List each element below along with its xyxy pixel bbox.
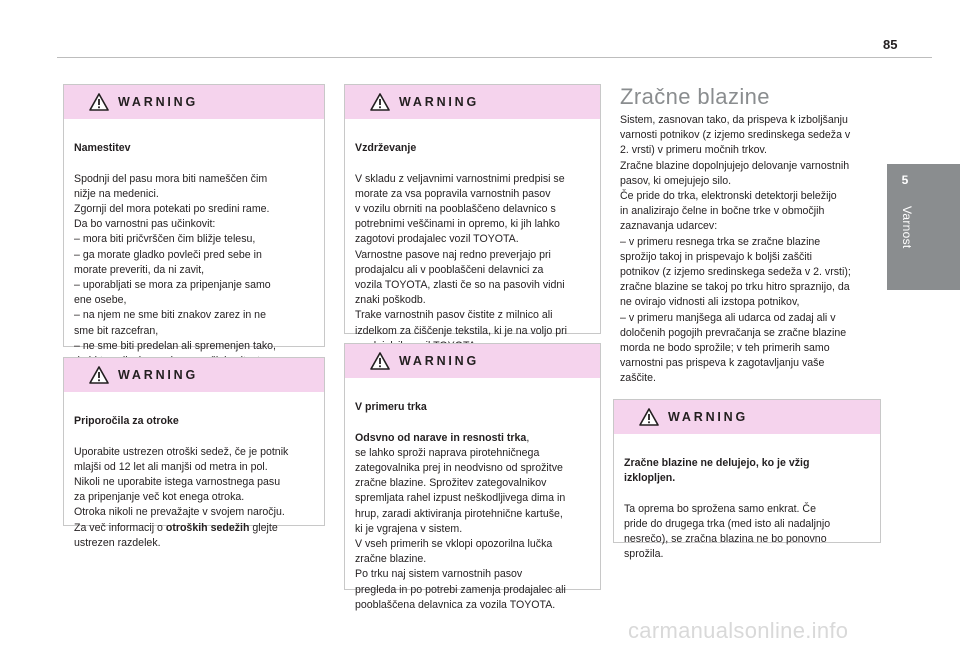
warning-header	[345, 344, 600, 378]
warning-header	[614, 400, 880, 434]
watermark: carmanualsonline.info	[628, 618, 849, 643]
warning-box-child-recommendations	[63, 357, 325, 549]
warning-text-part: , se lahko sproži naprava pirotehničnega zategovalnika prej in neodvisno od sprožitve zračne blazine. Sprožitev zategovalnikov spremljata rahel izpust neškodljivega dima in hrup, zaradi aktiviranja pirotehnične kartuše, ki je vgrajena v sistem. V vseh primerih se vklopi opozorilna lučka zračne blazine. Po trku naj sistem varnostnih pasov pregleda in po potrebi zamenja prodajalec ali pooblaščena delavnica za vozila TOYOTA.	[355, 431, 566, 611]
warning-triangle-icon	[89, 93, 109, 111]
page-number: 85	[883, 37, 898, 52]
chapter-tab[interactable]	[887, 164, 960, 290]
chapter-number: 5	[901, 173, 909, 187]
warning-label: WARNING	[118, 368, 199, 382]
warning-subtitle: Odsvno od narave in resnosti trka	[355, 431, 527, 444]
warning-label: WARNING	[118, 95, 199, 109]
warning-text	[355, 431, 592, 613]
warning-label: WARNING	[399, 354, 480, 368]
section-title: Zračne blazine	[620, 84, 770, 109]
child-seats-link-text[interactable]: otroških sedežih	[165, 521, 250, 534]
warning-title: Priporočila za otroke	[74, 415, 179, 428]
warning-text: Ta oprema bo sprožena samo enkrat. Če pride do drugega trka (med isto ali nadaljnjo nesrečo), se zračna blazina ne bo ponovno sprožila.	[624, 502, 831, 561]
warning-text-part: Uporabite ustrezen otroški sedež, če je potnik mlajši od 12 let ali manjši od metra in pol. Nikoli ne uporabite istega varnostnega pasu za pripenjanje več kot enega otroka. Otroka nikoli ne prevažajte v svojem naročju. Za več informacij o	[74, 445, 289, 534]
warning-box-installation	[63, 84, 325, 352]
warning-triangle-icon	[89, 366, 109, 384]
warning-triangle-icon	[370, 93, 390, 111]
warning-header	[64, 358, 324, 392]
warning-box-collision	[344, 343, 601, 611]
warning-text: Spodnji del pasu mora biti nameščen čim nižje na medenici. Zgornji del mora potekati po sredini rame. Da bo varnostni pas učinkovit: – mora biti pričvrščen čim bližje telesu, – ga morate gladko povleči pred sebe in morate preveriti, da ni zavit, – uporabljati se mora za pripenjanje samo ene osebe, – na njem ne sme biti znakov zarez in ne sme bit razcefran, – ne sme biti predelan ali spremenjen tako,	[74, 172, 276, 352]
warning-title: V primeru trka	[355, 401, 427, 414]
warning-label: WARNING	[399, 95, 480, 109]
warning-title: Vzdrževanje	[355, 142, 417, 155]
warning-header	[345, 85, 600, 119]
warning-header	[64, 85, 324, 119]
warning-label: WARNING	[668, 410, 749, 424]
warning-text-part: glejte ustrezen razdelek.	[74, 521, 278, 549]
chapter-label: Varnost	[900, 206, 914, 249]
warning-box-airbags	[613, 399, 881, 561]
warning-triangle-icon	[370, 352, 390, 370]
warning-text	[74, 445, 316, 551]
warning-text: V skladu z veljavnimi varnostnimi predpisi se morate za vsa popravila varnostnih pasov v vozilu obrniti na pooblaščeno delavnico s potrebnimi veščinami in opremo, ki jih lahko zagotovi prodajalec vozil TOYOTA. Varnostne pasove naj redno preverjajo pri prodajalcu ali v pooblaščeni delavnici za vozila TOYOTA, zlasti če so na pasovih vidni znaki poškodb. Trake varnostnih pasov čistite z milnico ali izdelkom za čiščenje tekstila, ki je na voljo pri	[355, 172, 567, 337]
warning-title: Zračne blazine ne delujejo, ko je vžig izklopljen.	[624, 457, 810, 485]
warning-box-maintenance	[344, 84, 601, 337]
warning-triangle-icon	[639, 408, 659, 426]
top-divider	[57, 57, 932, 58]
section-text: Sistem, zasnovan tako, da prispeva k izboljšanju varnosti potnikov (z izjemo sredinskega sedeža v 2. vrsti) v primeru močnih trkov. Zračne blazine dopolnjujejo delovanje varnostnih pasov, ki omejujejo silo. Če pride do trka, elektronski detektorji beležijo in analizirajo čelne in bočne trke v območjih zaznavanja udarcev: – v primeru resnega trka se zračne blazine sprožijo takoj in prispevajo k boljši zaščiti potnikov (z izjemo sredinskega sedeža v 2. vrsti); zračne blazine se takoj po trku hitro spraznijo, da ne ovirajo vidnosti ali izstopa potnikov, – v primeru manjšega ali udarca od zadaj ali v določenih pogojih prevračanja se zračne blazine morda ne bodo sprožile; v teh primerih samo varnostni pas prispeva k zagotavljanju vaše zaščite.	[620, 114, 851, 385]
warning-title: Namestitev	[74, 142, 131, 155]
